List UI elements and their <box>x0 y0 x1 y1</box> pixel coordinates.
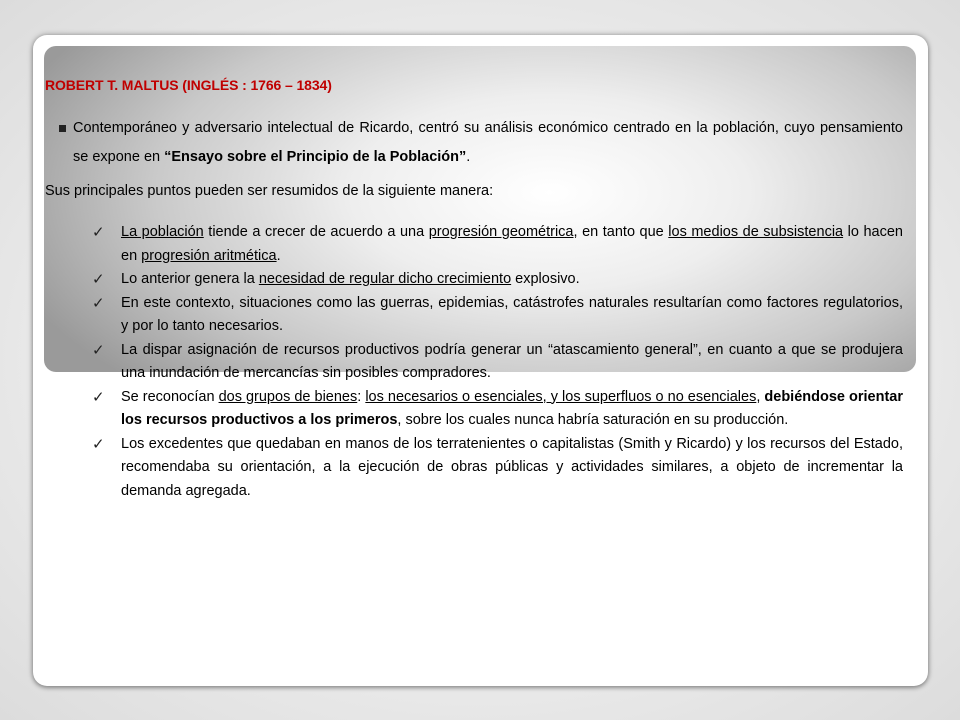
underlined-text: los medios de subsistencia <box>668 224 844 240</box>
intro-text: Contemporáneo y adversario intelectual de Ricardo, centró su análisis económico centrado en la población, cuyo pensamiento se expone en <box>73 120 903 165</box>
checkmark-icon: ✓ <box>92 341 105 359</box>
text: En este contexto, situaciones como las guerras, epidemias, catástrofes naturales resultarían como factores regulatorios, y por lo tanto necesarios. <box>121 294 903 334</box>
list-item <box>92 386 904 433</box>
list-item <box>92 268 903 292</box>
checkmark-icon: ✓ <box>92 224 105 241</box>
text: Lo anterior genera la <box>121 271 259 287</box>
checkmark-icon: ✓ <box>92 271 105 288</box>
text: . <box>276 247 281 264</box>
underlined-text: La población <box>121 224 204 240</box>
text: , en tanto que <box>573 224 669 240</box>
summary-line: Sus principales puntos pueden ser resumidos de la siguiente manera: <box>45 183 494 199</box>
text: , <box>756 388 765 405</box>
intro-paragraph <box>45 114 903 172</box>
underlined-text: progresión aritmética <box>141 247 277 264</box>
intro-end: . <box>466 149 471 165</box>
text: Los excedentes que quedaban en manos de los terratenientes o capitalistas (Smith y Ricardo) y los recursos del Estado, recomendaba su orientación, a la ejecución de obras públicas y actividades similares, a objeto de incrementar la demanda agregada. <box>121 435 903 499</box>
text: La dispar asignación de recursos productivos podría generar un “atascamiento general”, en cuanto a que se produjera una inundación de mercancías sin posibles compradores. <box>121 341 903 381</box>
check-list <box>45 221 903 503</box>
square-bullet-icon <box>59 125 66 132</box>
list-item <box>92 221 903 268</box>
text: lo hacen en <box>121 224 903 264</box>
list-item <box>92 339 903 386</box>
essay-title: “Ensayo sobre el Principio de la Población” <box>164 149 467 165</box>
text: explosivo. <box>511 271 580 287</box>
text: : <box>357 388 366 405</box>
underlined-text: necesidad de regular dicho crecimiento <box>258 271 512 287</box>
list-item <box>92 292 903 339</box>
list-item <box>92 433 903 504</box>
slide-title: ROBERT T. MALTUS (INGLÉS : 1766 – 1834) <box>45 77 332 93</box>
bold-text: debiéndose orientar los recursos productivos a los primeros <box>121 388 904 428</box>
text: , sobre los cuales nunca habría saturación en su producción. <box>397 412 789 428</box>
checkmark-icon: ✓ <box>92 435 105 453</box>
underlined-text: progresión geométrica <box>428 224 574 240</box>
underlined-text: dos grupos de bienes <box>218 388 358 405</box>
slide-content <box>45 74 903 503</box>
text: Se reconocían <box>121 388 219 405</box>
checkmark-icon: ✓ <box>92 294 105 312</box>
checkmark-icon: ✓ <box>92 388 105 406</box>
underlined-text: los necesarios o esenciales, y los superfluos o no esenciales <box>365 388 757 405</box>
text: tiende a crecer de acuerdo a una <box>203 224 429 240</box>
